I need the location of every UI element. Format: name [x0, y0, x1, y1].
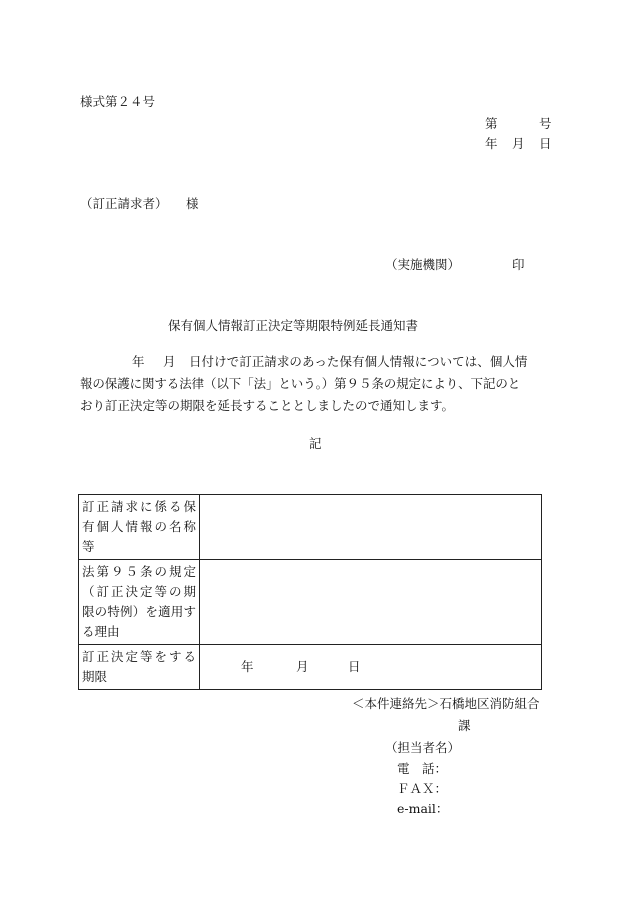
table-row: [79, 495, 542, 560]
issuing-organization: （実施機関）: [385, 257, 461, 272]
table-label-line: 訂正請求に係る保: [82, 499, 196, 514]
table-label-line: 限の特例）を適用す: [82, 604, 196, 619]
deadline-year: 年: [241, 659, 254, 674]
table-label-line: る理由: [82, 624, 120, 639]
table-value-deadline[interactable]: [200, 645, 542, 690]
table-label-line: 法第９５条の規定: [82, 564, 196, 579]
contact-phone: 電 話：: [397, 761, 448, 776]
body-year: 年: [132, 354, 145, 369]
document-number-suffix: 号: [539, 116, 552, 131]
document-number-prefix: 第: [485, 116, 498, 131]
table-label-target-info: [79, 495, 200, 560]
table-label-line: 訂正決定等をする: [82, 649, 196, 664]
table-label-deadline: [79, 645, 200, 690]
table-label-line: 期限: [82, 669, 108, 684]
ki-note-heading: 記: [309, 436, 322, 451]
table-row: [79, 645, 542, 690]
contact-fax: ＦＡＸ：: [397, 781, 448, 796]
body-line-2: 報の保護に関する法律（以下「法」という。）第９５条の規定により、下記のと: [80, 376, 521, 391]
contact-email: e-mail：: [397, 801, 449, 816]
date-day: 日: [539, 136, 552, 151]
deadline-day: 日: [348, 659, 361, 674]
addressee: （訂正請求者）: [80, 196, 168, 211]
table-row: [79, 560, 542, 645]
date-year: 年: [485, 136, 498, 151]
table-label-reason: [79, 560, 200, 645]
body-month: 月: [163, 354, 176, 369]
details-table: [78, 494, 542, 690]
contact-person: （担当者名）: [385, 740, 461, 755]
table-label-line: 有個人情報の名称: [82, 519, 196, 534]
table-value-target-info[interactable]: [200, 495, 542, 560]
contact-heading: ＜本件連絡先＞石橋地区消防組合: [352, 696, 540, 711]
body-line-3: おり訂正決定等の期限を延長することとしましたので通知します。: [80, 398, 455, 413]
table-value-reason[interactable]: [200, 560, 542, 645]
document-title: 保有個人情報訂正決定等期限特例延長通知書: [168, 318, 419, 333]
seal-mark: 印: [512, 257, 525, 272]
addressee-honorific: 様: [186, 196, 199, 211]
table-label-line: （訂正決定等の期: [82, 584, 196, 599]
contact-section: 課: [458, 718, 471, 733]
date-month: 月: [512, 136, 525, 151]
table-label-line: 等: [82, 539, 95, 554]
deadline-month: 月: [296, 659, 309, 674]
body-line-1: 日付けで訂正請求のあった保有個人情報については、個人情: [189, 354, 528, 369]
form-number: 様式第２４号: [80, 94, 156, 109]
